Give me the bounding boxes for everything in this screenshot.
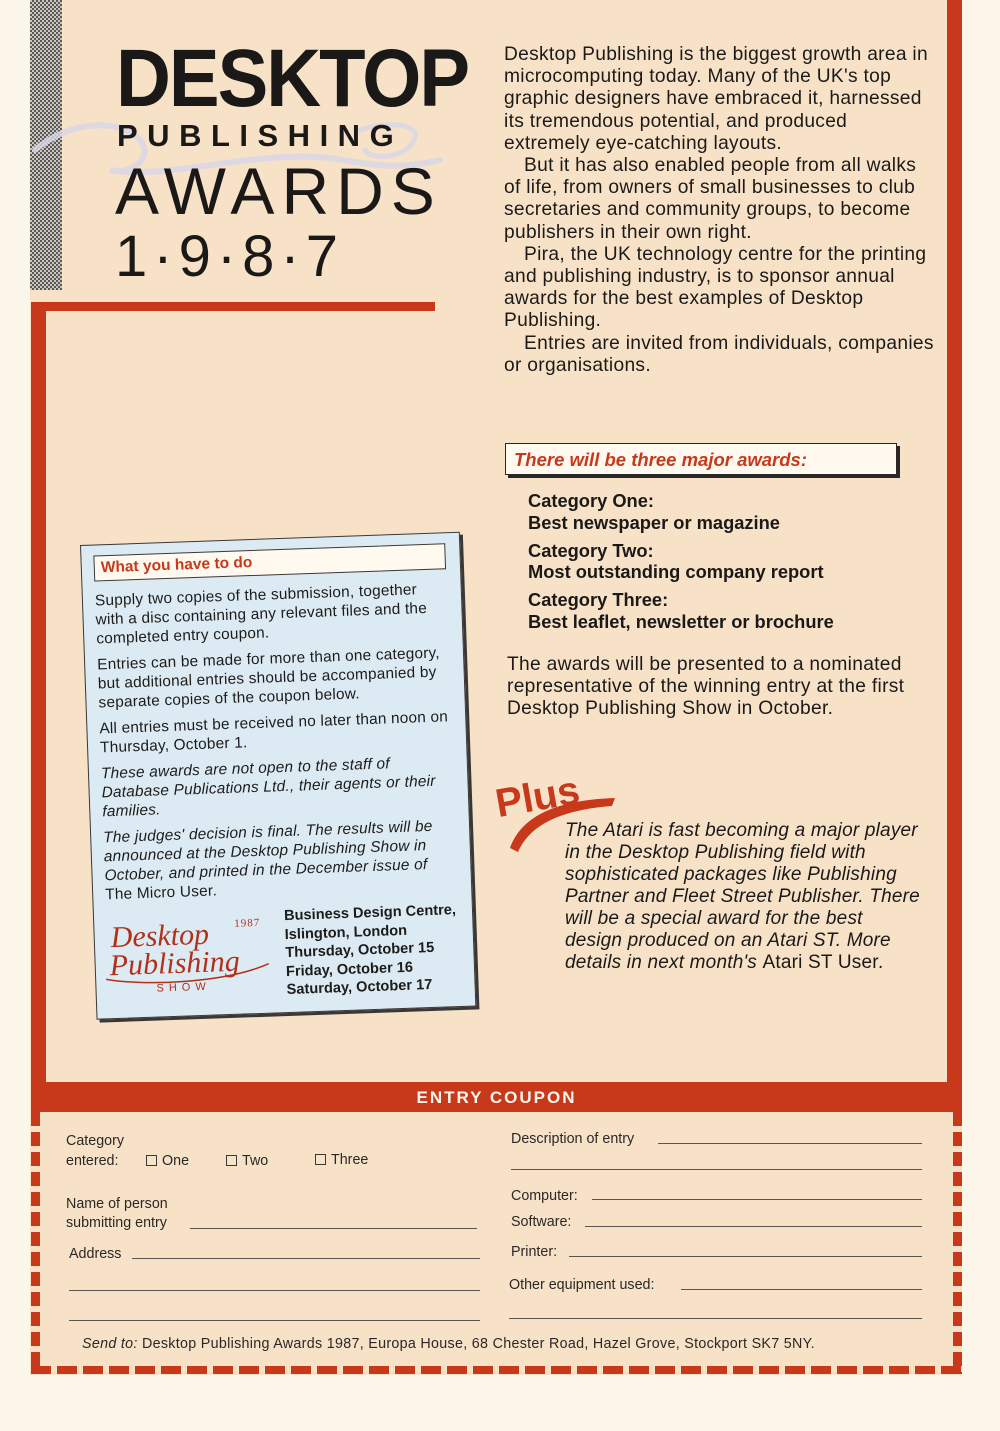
name-field[interactable]	[190, 1228, 477, 1229]
instruction-end: .	[212, 882, 218, 900]
title-awards: AWARDS	[115, 154, 442, 228]
instruction-item: These awards are not open to the staff of Database Publications Ltd., their agents or their families.	[100, 755, 436, 821]
address-field-line3[interactable]	[69, 1320, 480, 1321]
category-label: entered:	[66, 1153, 119, 1169]
computer-field[interactable]	[592, 1199, 922, 1200]
software-label: Software:	[511, 1214, 572, 1230]
plus-logo-text: Plus	[492, 768, 583, 827]
other-equipment-field[interactable]	[681, 1289, 922, 1290]
show-logo-year: 1987	[234, 916, 261, 930]
right-margin	[962, 0, 1000, 1431]
option-label: Two	[242, 1153, 269, 1169]
bottom-margin	[0, 1375, 1000, 1431]
red-frame-left	[31, 302, 46, 1082]
coupon-dashed-border-right	[953, 1112, 962, 1374]
show-date: Saturday, October 17	[286, 976, 433, 999]
computer-label: Computer:	[511, 1188, 578, 1204]
instructions-list	[95, 579, 458, 904]
show-logo-word2: Publishing	[109, 944, 241, 983]
checkbox[interactable]	[315, 1154, 326, 1165]
other-equipment-field-line2[interactable]	[509, 1318, 922, 1319]
desktop-publishing-show-logo	[102, 911, 277, 997]
intro-text	[504, 44, 934, 377]
instruction-item: Entries can be made for more than one category, but additional entries should be accompanied by separate copies of the coupon below.	[96, 644, 441, 712]
instruction-text: The judges' decision is final. The results will be announced at the Desktop Publishing Show in October, and printed in the December issue of	[102, 817, 433, 885]
coupon-header-bar	[31, 1082, 962, 1112]
category-option-one[interactable]	[146, 1153, 189, 1169]
red-frame-top	[31, 302, 435, 311]
award-categories	[528, 490, 948, 639]
title-publishing: PUBLISHING	[117, 118, 404, 153]
instructions-heading: What you have to do	[93, 543, 446, 581]
option-label: One	[162, 1153, 190, 1169]
show-details	[284, 901, 459, 999]
send-to-address	[82, 1336, 952, 1352]
name-label: Name of person	[66, 1196, 168, 1212]
show-info	[106, 899, 461, 1001]
intro-paragraph: Desktop Publishing is the biggest growth area in microcomputing today. Many of the UK's top graphic designers have embraced it, harnessed its tremendous potential, and produced extremely eye-catching layouts.	[504, 44, 928, 154]
intro-paragraph: Pira, the UK technology centre for the printing and publishing industry, is to sponsor annual awards for the best examples of Desktop Publishing.	[504, 243, 927, 332]
title-year: 1·9·8·7	[115, 224, 344, 289]
category-name: Category Two:	[528, 539, 654, 561]
checkbox[interactable]	[226, 1155, 237, 1166]
category-name: Category Three:	[528, 589, 669, 611]
show-date: Thursday, October 15	[285, 939, 435, 962]
category-description: Best newspaper or magazine	[528, 511, 780, 533]
instructions-box	[80, 532, 476, 1020]
category-item	[528, 540, 948, 584]
instruction-item: All entries must be received no later than noon on Thursday, October 1.	[99, 708, 449, 757]
description-field-line2[interactable]	[511, 1169, 922, 1170]
printer-field[interactable]	[569, 1256, 922, 1257]
address-field-line2[interactable]	[69, 1290, 480, 1291]
address-label: Address	[69, 1246, 122, 1262]
coupon-dashed-border-left	[31, 1112, 40, 1374]
description-field[interactable]	[658, 1143, 922, 1144]
checkbox[interactable]	[146, 1155, 157, 1166]
atari-award-text	[565, 820, 925, 974]
intro-paragraph: But it has also enabled people from all walks of life, from owners of small businesses to club secretaries and community groups, to become publishers in their own right.	[504, 155, 917, 243]
send-to-text: Desktop Publishing Awards 1987, Europa House, 68 Chester Road, Hazel Grove, Stockport SK7 5NY.	[141, 1336, 815, 1352]
atari-award-end: .	[878, 952, 885, 973]
category-option-three[interactable]	[315, 1152, 368, 1168]
show-logo-word1: Desktop	[110, 917, 210, 955]
presentation-text: The awards will be presented to a nominated representative of the winning entry at the first Desktop Publishing Show in October.	[507, 654, 905, 720]
category-description: Best leaflet, newsletter or brochure	[528, 610, 834, 632]
description-label: Description of entry	[511, 1131, 635, 1147]
option-label: Three	[331, 1152, 369, 1168]
title-desktop: DESKTOP	[116, 32, 469, 125]
software-field[interactable]	[585, 1226, 922, 1227]
address-field[interactable]	[132, 1258, 480, 1259]
intro-paragraph: Entries are invited from individuals, companies or organisations.	[504, 332, 934, 376]
show-venue: Business Design Centre,	[283, 902, 457, 925]
awards-banner: There will be three major awards:	[505, 443, 897, 475]
coupon-title: ENTRY COUPON	[416, 1088, 577, 1107]
coupon-dashed-border-bottom	[31, 1366, 962, 1374]
atari-award-body: The Atari is fast becoming a major player in the Desktop Publishing field with sophisticated packages like Publishing Partner and Fleet Street Publisher. There will be a special award for the best design produced on an Atari ST. More details in next month's	[565, 820, 920, 973]
magazine-title: The Micro User	[104, 882, 214, 904]
instruction-item	[103, 816, 457, 904]
instruction-item: Supply two copies of the submission, together with a disc containing any relevant files and the completed entry coupon.	[94, 581, 428, 648]
show-place: Islington, London	[284, 922, 408, 943]
other-equipment-label: Other equipment used:	[509, 1277, 655, 1293]
name-label: submitting entry	[66, 1215, 167, 1231]
red-frame-right	[947, 0, 962, 1085]
category-option-two[interactable]	[226, 1153, 268, 1169]
show-logo-show: SHOW	[156, 980, 211, 995]
show-date: Friday, October 16	[285, 959, 414, 980]
send-to-label: Send to:	[82, 1336, 138, 1352]
category-name: Category One:	[528, 490, 654, 511]
printer-label: Printer:	[511, 1244, 558, 1260]
left-margin	[0, 0, 30, 1431]
category-description: Most outstanding company report	[528, 561, 824, 583]
category-label: Category	[66, 1133, 125, 1149]
magazine-title: Atari ST User	[762, 952, 879, 973]
category-item	[528, 589, 948, 633]
category-item	[528, 490, 948, 534]
